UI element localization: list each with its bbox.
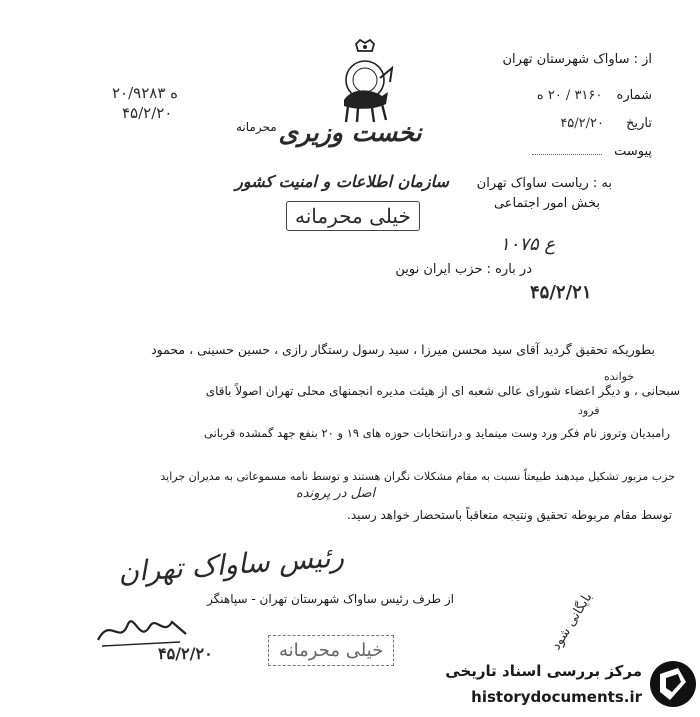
body-note-a: خوانده: [604, 370, 635, 383]
bottom-confidential-stamp: [268, 640, 394, 661]
number-value: ۳۱۶۰ / ۲۰ ه: [536, 88, 603, 103]
classification-label: محرمانه: [236, 120, 277, 134]
recipient-dept: بخش امور اجتماعی: [493, 196, 600, 211]
archive-logo-icon: [648, 656, 698, 716]
archive-url: historydocuments.ir: [471, 688, 642, 706]
body-note-b: فرود: [578, 404, 600, 417]
attachment-label: پیوست: [614, 144, 652, 159]
archive-name: مرکز بررسی اسناد تاریخی: [445, 662, 642, 680]
top-confidential-stamp: [286, 204, 420, 228]
body-line-5: توسط مقام مربوطه تحقیق ونتیجه متعاقباً باستحضار خواهد رسید.: [347, 508, 672, 522]
body-line-4: حزب مزبور تشکیل میدهند طبیعتاً نسبت به مقام مشکلات نگران هستند و توسط نامه مسموعاتی به مدیران جراید: [160, 470, 675, 483]
body-line-3: رامبدیان وتروز نام فکر ورد وست مینماید و درانتخابات حوزه های ۱۹ و ۲۰ بنفع جهد گمشده قربانی: [203, 426, 670, 440]
body-note-c: اصل در پرونده: [296, 486, 376, 501]
archive-watermark: [432, 654, 700, 714]
handnote-1: ع ۱۰۷۵: [500, 234, 556, 255]
recipient-to: به : ریاست ساواک تهران: [476, 176, 612, 191]
letterhead-subtitle: سازمان اطلاعات و امنیت کشور: [235, 172, 449, 191]
side-note: بایگانی شود: [548, 590, 596, 653]
from-line: از : ساواک شهرستان تهران: [502, 52, 652, 67]
lion-and-sun-emblem-icon: [330, 38, 400, 126]
body-line-1: بطوریکه تحقیق گردید آقای سید محسن میرزا ، سید رسول رستگار رازی ، حسین حسینی ، محمود: [151, 342, 655, 357]
letterhead-title: نخست وزیری: [278, 118, 422, 147]
date-value: ۴۵/۲/۲۰: [560, 116, 604, 131]
body-line-2: سبحانی ، و دیگر اعضاء شورای عالی شعبه ای از هیئت مدیره انجمنهای محلی تهران اصولاً باقای: [205, 384, 680, 398]
subject-line: در باره : حزب ایران نوین: [395, 262, 532, 277]
date-label: تاریخ: [626, 116, 652, 131]
date-row: [472, 116, 652, 131]
number-row: [472, 88, 652, 103]
attachment-row: [472, 144, 652, 159]
bottom-stamp-text: خیلی محرمانه: [268, 635, 394, 666]
handnote-2: ۴۵/۲/۲۱: [530, 282, 592, 303]
ref-date: ۴۵/۲/۲۰: [122, 104, 173, 122]
signature-handwriting: رئیس ساواک تهران: [117, 540, 345, 589]
number-label: شماره: [616, 88, 652, 103]
ref-number: ۲۰/۹۲۸۳ ه: [112, 84, 179, 102]
top-stamp-text: خیلی محرمانه: [286, 201, 420, 231]
signature-date: ۴۵/۲/۲۰: [158, 644, 213, 663]
signer-line: از طرف رئیس ساواک شهرستان تهران - سپاهنگر: [207, 592, 454, 606]
